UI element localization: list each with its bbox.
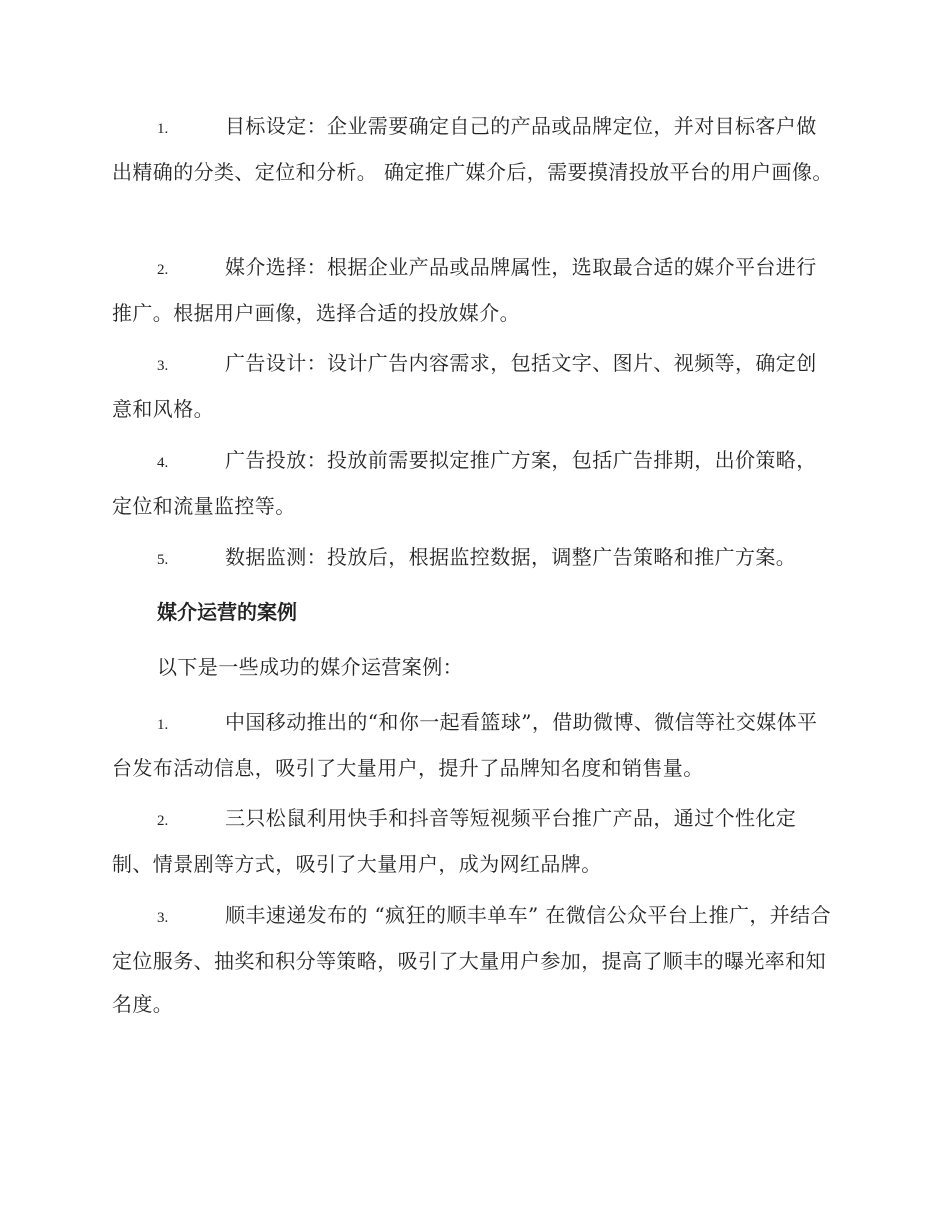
case-text: 三只松鼠利用快手和抖音等短视频平台推广产品，通过个性化定制、情景剧等方式，吸引了大量用户，成为网红品牌。 (112, 806, 797, 876)
case-item-3 (112, 894, 834, 1026)
step-number: 5. (157, 552, 169, 568)
step-item-1 (112, 105, 834, 194)
step-text: 媒介选择：根据企业产品或品牌属性，选取最合适的媒介平台进行推广。根据用户画像，选择合适的投放媒介。 (112, 255, 817, 325)
step-number: 4. (157, 455, 169, 471)
case-number: 3. (157, 910, 169, 926)
step-text: 广告投放：投放前需要拟定推广方案，包括广告排期，出价策略，定位和流量监控等。 (112, 448, 817, 518)
step-number: 2. (157, 262, 169, 278)
case-item-2 (112, 797, 834, 886)
case-text: 中国移动推出的“和你一起看篮球”，借助微博、微信等社交媒体平台发布活动信息，吸引了大量用户，提升了品牌知名度和销售量。 (112, 710, 818, 780)
case-item-1 (112, 701, 834, 790)
step-item-2 (112, 246, 834, 335)
step-item-5 (112, 536, 834, 582)
step-number: 1. (157, 121, 169, 137)
section-heading: 媒介运营的案例 (157, 600, 297, 624)
step-item-4 (112, 439, 834, 528)
step-text: 数据监测：投放后，根据监控数据，调整广告策略和推广方案。 (225, 545, 797, 569)
step-item-3 (112, 342, 834, 431)
step-text: 广告设计：设计广告内容需求，包括文字、图片、视频等，确定创意和风格。 (112, 351, 817, 421)
step-text: 目标设定：企业需要确定自己的产品或品牌定位，并对目标客户做出精确的分类、定位和分析。 确定推广媒介后，需要摸清投放平台的用户画像。 (112, 114, 833, 184)
case-number: 2. (157, 813, 169, 829)
case-number: 1. (157, 717, 169, 733)
case-text: 顺丰速递发布的 “疯狂的顺丰单车” 在微信公众平台上推广，并结合定位服务、抽奖和积分等策略，吸引了大量用户参加，提高了顺丰的曝光率和知名度。 (112, 903, 831, 1016)
step-number: 3. (157, 358, 169, 374)
section-intro: 以下是一些成功的媒介运营案例： (157, 655, 463, 679)
